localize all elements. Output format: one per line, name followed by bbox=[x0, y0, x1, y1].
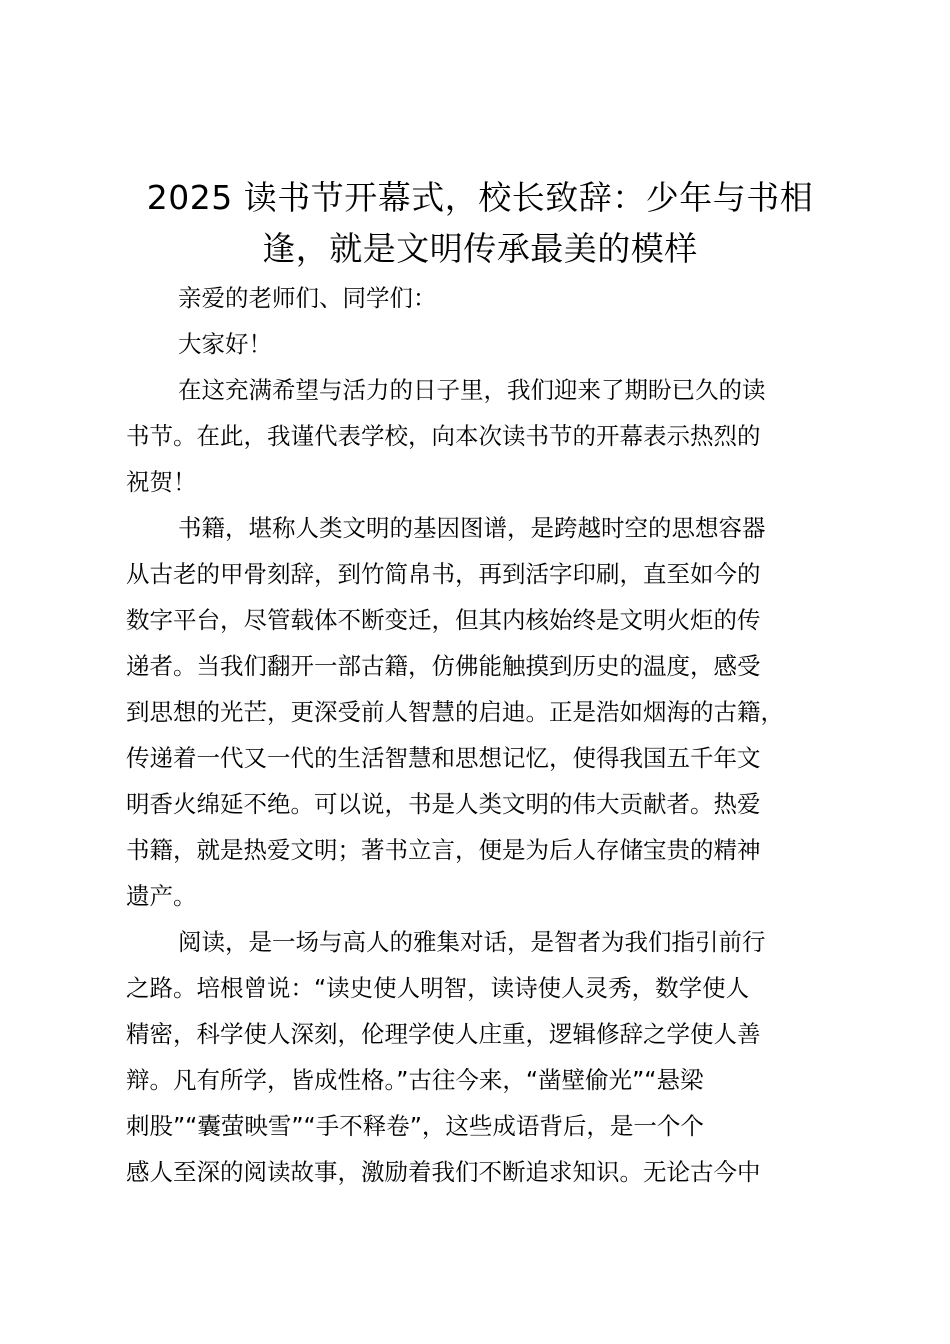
paragraph-reading bbox=[126, 919, 846, 1195]
paragraph-line: 到思想的光芒，更深受前人智慧的启迪。正是浩如烟海的古籍， bbox=[126, 698, 784, 726]
paragraph-line: 亲爱的老师们、同学们： bbox=[178, 284, 437, 312]
paragraph-line: 感人至深的阅读故事，激励着我们不断追求知识。无论古今中 bbox=[126, 1158, 761, 1186]
paragraph-line: 辩。凡有所学，皆成性格。”古往今来，“凿壁偷光”“悬梁 bbox=[126, 1066, 704, 1094]
paragraph-line: 精密，科学使人深刻，伦理学使人庄重，逻辑修辞之学使人善 bbox=[126, 1020, 761, 1048]
title-line: 2025 读书节开幕式，校长致辞：少年与书相 bbox=[146, 178, 814, 217]
title-line: 逢，就是文明传承最美的模样 bbox=[262, 229, 698, 268]
paragraph-line: 数字平台，尽管载体不断变迁，但其内核始终是文明火炬的传 bbox=[126, 606, 761, 634]
paragraph-line: 阅读，是一场与高人的雅集对话，是智者为我们指引前行 bbox=[178, 928, 766, 956]
paragraph-opening bbox=[126, 367, 846, 505]
paragraph-line: 之路。培根曾说：“读史使人明智，读诗使人灵秀，数学使人 bbox=[126, 974, 750, 1002]
paragraph-salutation bbox=[126, 275, 846, 321]
paragraph-line: 明香火绵延不绝。可以说，书是人类文明的伟大贡献者。热爱 bbox=[126, 790, 761, 818]
paragraph-line: 在这充满希望与活力的日子里，我们迎来了期盼已久的读 bbox=[178, 376, 766, 404]
paragraph-line: 大家好！ bbox=[178, 330, 272, 358]
paragraph-line: 祝贺！ bbox=[126, 468, 197, 496]
paragraph-greeting bbox=[126, 321, 846, 367]
document-body bbox=[126, 275, 846, 1195]
paragraph-line: 刺股”“囊萤映雪”“手不释卷”，这些成语背后，是一个个 bbox=[126, 1112, 704, 1140]
paragraph-line: 递者。当我们翻开一部古籍，仿佛能触摸到历史的温度，感受 bbox=[126, 652, 761, 680]
paragraph-line: 书籍，堪称人类文明的基因图谱，是跨越时空的思想容器 bbox=[178, 514, 766, 542]
paragraph-books bbox=[126, 505, 846, 919]
paragraph-line: 从古老的甲骨刻辞，到竹简帛书，再到活字印刷，直至如今的 bbox=[126, 560, 761, 588]
paragraph-line: 遗产。 bbox=[126, 882, 197, 910]
paragraph-line: 书节。在此，我谨代表学校，向本次读书节的开幕表示热烈的 bbox=[126, 422, 761, 450]
document-title bbox=[110, 172, 850, 274]
paragraph-line: 书籍，就是热爱文明；著书立言，便是为后人存储宝贵的精神 bbox=[126, 836, 761, 864]
paragraph-line: 传递着一代又一代的生活智慧和思想记忆，使得我国五千年文 bbox=[126, 744, 761, 772]
